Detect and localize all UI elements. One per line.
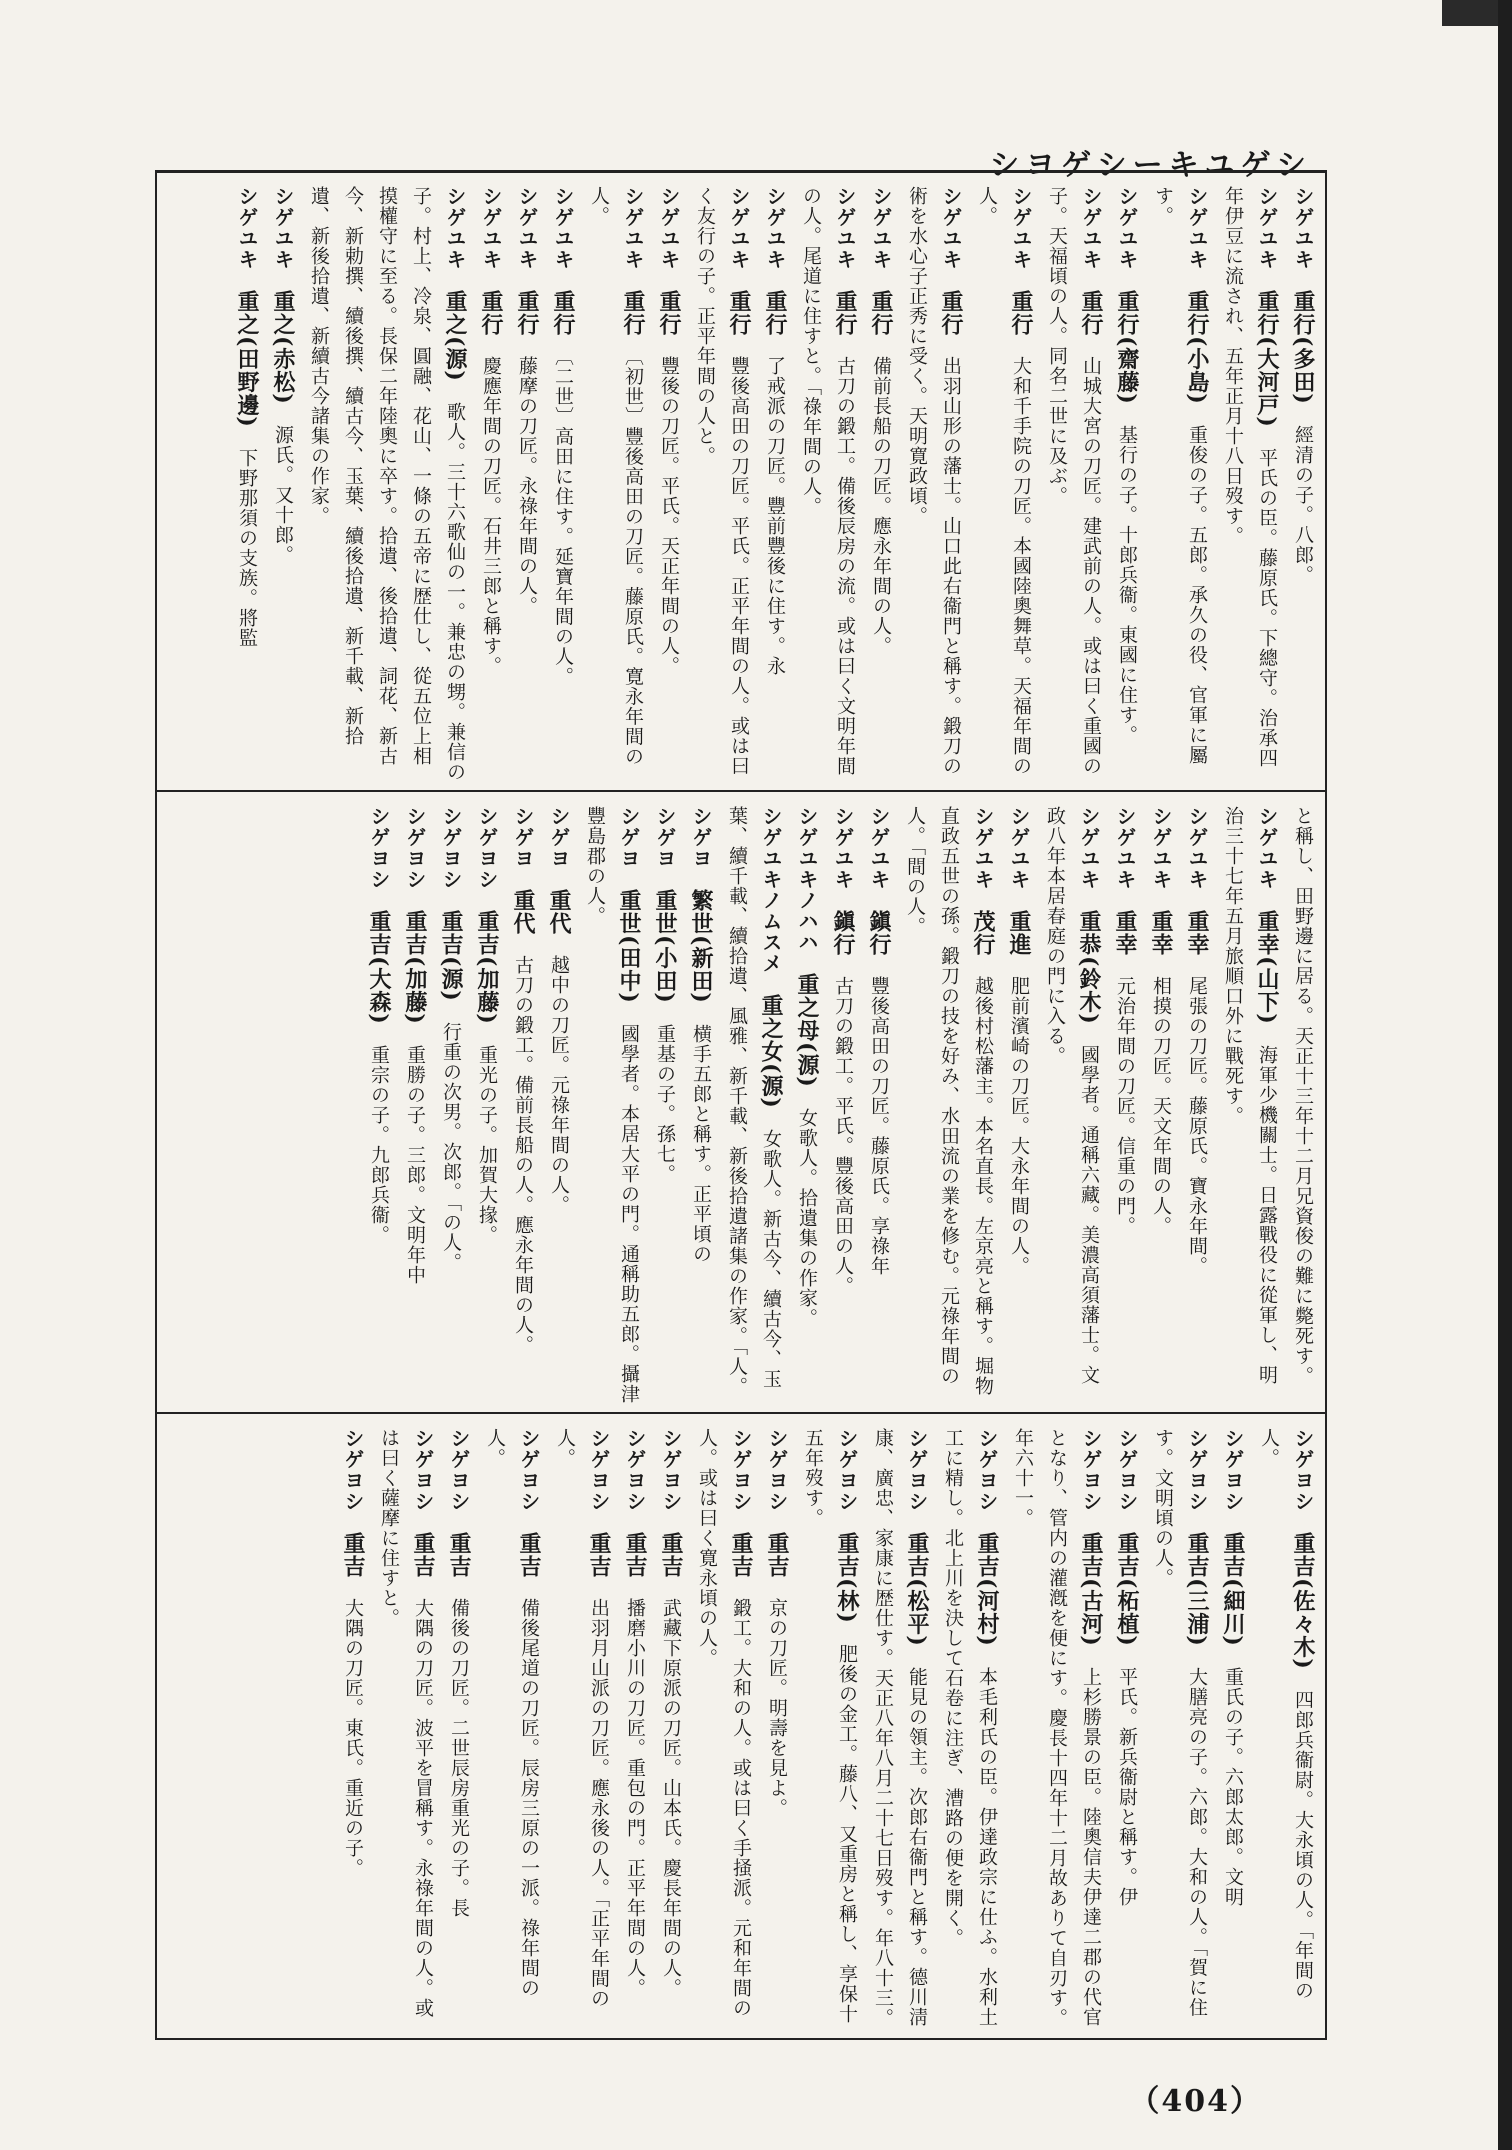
entry-definition: 平氏。新兵衞尉と稱す。伊 (1116, 1666, 1138, 1907)
entry-reading: シゲユキ (1149, 806, 1173, 890)
dictionary-entry (1108, 806, 1142, 1404)
dictionary-entry (1146, 1428, 1214, 2028)
entry-definition: 藤摩の刀匠。永祿年間の人。 (516, 356, 538, 616)
entry-definition: 行重の次男。次郎。「の人。 (440, 1021, 462, 1273)
dictionary-entry (796, 1428, 864, 2028)
entry-reading: シゲユキ (1255, 806, 1279, 890)
entry-headword: 重吉(三浦) (1184, 1532, 1210, 1647)
entry-reading: シゲユキ (621, 186, 645, 270)
entry-definition: 上杉勝景の臣。陸奧信夫伊達二郡の代官となり、管内の灌漑を便にす。慶長十四年十二月故ありて自刃す。年六十一。 (1012, 1428, 1102, 2028)
entry-definition: 女歌人。新古今、續古今、玉葉、續千載、續拾遺、風雅、新千載、新後拾遺諸集の作家。「人。 (726, 806, 782, 1397)
entry-definition: 播磨小川の刀匠。重包の門。正平年間の人。 (624, 1598, 646, 1998)
entry-definition: 鍛工。大和の人。或は曰く手掻派。元和年間の人。或は曰く寛永頃の人。 (696, 1428, 752, 2018)
entry-definition: 古刀の鍛工。備前長船の人。應永年間の人。 (512, 955, 534, 1355)
dictionary-entry (684, 806, 718, 1404)
entry-definition: 四郎兵衞尉。大永頃の人。「年間の人。 (1258, 1428, 1314, 2001)
entry-reading: シゲユキ (869, 186, 893, 270)
entry-reading: シゲユキ (833, 186, 857, 270)
dictionary-entry (866, 1428, 934, 2028)
entry-headword: 重幸 (1148, 910, 1174, 956)
entry-definition: 基行の子。十郎兵衞。東國に住す。 (1116, 424, 1138, 745)
entry-headword: 重吉(源) (438, 910, 464, 1002)
dictionary-entry (1006, 1428, 1108, 2028)
entry-reading: シゲヨシ (517, 1428, 541, 1512)
entry-reading: シゲユキノハハ (795, 806, 819, 953)
entry-headword: 重吉 (622, 1532, 648, 1578)
entry-reading: シゲヨシ (1079, 1428, 1103, 1512)
entry-headword: 重吉(古河) (1078, 1532, 1104, 1647)
dictionary-entry (582, 186, 650, 782)
entry-reading: シゲユキ (1009, 186, 1033, 270)
entry-headword: 鎭行 (866, 910, 892, 956)
dictionary-band-top (160, 186, 1320, 782)
entry-headword: 重吉 (410, 1532, 436, 1578)
entry-headword: 重進 (1006, 910, 1032, 956)
entry-reading: シゲユキ (1115, 186, 1139, 270)
dictionary-entry (864, 186, 898, 782)
entry-headword: 重恭(鈴木) (1076, 910, 1102, 1025)
entry-reading: シゲヨシ (341, 1428, 365, 1512)
dictionary-entry (1038, 806, 1106, 1404)
dictionary-entry (1110, 186, 1144, 782)
entry-reading: シゲヨ (617, 806, 641, 869)
entry-headword: 重行 (868, 290, 894, 336)
dictionary-entry (548, 1428, 616, 2028)
entry-reading: シゲヨシ (1291, 1428, 1315, 1512)
entry-reading: シゲユキ (479, 186, 503, 270)
entry-headword: 重吉(大森) (366, 910, 392, 1025)
entry-reading: シゲユキ (727, 186, 751, 270)
dictionary-entry (230, 186, 264, 782)
entry-reading: シゲユキ (235, 186, 259, 270)
entry-reading: シゲユキ (939, 186, 963, 270)
entry-definition: 武藏下原派の刀匠。山本氏。慶長年間の人。 (660, 1598, 682, 1998)
entry-headword: 重行(小島) (1184, 290, 1210, 405)
entry-definition: 大隅の刀匠。東氏。重近の子。 (342, 1598, 364, 1878)
entry-headword: 重吉 (764, 1532, 790, 1578)
entry-reading: シゲユキ (1007, 806, 1031, 890)
entry-headword: 重吉 (728, 1532, 754, 1578)
entry-definition: 重光の子。加賀大掾。 (476, 1044, 498, 1245)
dictionary-entry (900, 186, 968, 782)
entry-definition: 本毛利氏の臣。伊達政宗に仕ふ。水利土工に精し。北上川を決して石卷に注ぎ、漕路の便を開く。 (942, 1428, 998, 2027)
dictionary-entry (760, 1428, 794, 2028)
entry-reading: シゲヨシ (587, 1428, 611, 1512)
entry-reading: シゲユキ (867, 806, 891, 890)
dictionary-entry (936, 1428, 1004, 2028)
entry-definition: 備前長船の刀匠。應永年間の人。 (870, 356, 892, 656)
entry-headword: 重吉(加藤) (474, 910, 500, 1025)
entry-reading: シゲヨシ (1115, 1428, 1139, 1512)
entry-definition: 備後尾道の刀匠。辰房三原の一派。祿年間の人。 (484, 1428, 540, 1998)
entry-reading: シゲヨシ (475, 806, 499, 890)
entry-headword: 重行 (656, 290, 682, 336)
entry-headword: 鎭行 (830, 910, 856, 956)
entry-headword: 重吉(加藤) (402, 910, 428, 1025)
entry-reading: シゲヨシ (447, 1428, 471, 1512)
entry-headword: 重代 (510, 889, 536, 935)
entry-definition: と稱し、田野邊に居る。天正十三年十二月兄資俊の難に斃死す。 (1292, 806, 1314, 1386)
entry-reading: シゲヨシ (905, 1428, 929, 1512)
entry-definition: 〔初世〕豐後高田の刀匠。藤原氏。寛永年間の人。 (588, 186, 644, 767)
entry-reading: シゲユキ (657, 186, 681, 270)
entry-definition: 慶應年間の刀匠。石井三郎と稱す。 (480, 356, 502, 676)
entry-definition: 重俊の子。五郎。承久の役、官軍に屬す。 (1152, 186, 1208, 765)
entry-definition: 山城大宮の刀匠。建武前の人。或は曰く重國の子。天福頃の人。同名二世に及ぶ。 (1046, 186, 1102, 776)
entry-headword: 重世(小田) (652, 889, 678, 1004)
entry-definition: 重基の子。孫七。 (654, 1023, 676, 1184)
dictionary-entry (720, 806, 788, 1404)
dictionary-entry (1286, 806, 1320, 1404)
entry-definition: 〔二世〕高田に住す。延寶年間の人。 (552, 356, 574, 687)
entry-definition: 豐後高田の刀匠。藤原氏。享祿年 (868, 976, 890, 1276)
dictionary-entry (470, 806, 504, 1404)
dictionary-entry (336, 1428, 370, 2028)
entry-definition: 下野那須の支族。將監 (236, 447, 258, 648)
dictionary-entry (1040, 186, 1108, 782)
entry-definition: 大隅の刀匠。波平を冒稱す。永祿年間の人。或は曰く薩摩に住すと。 (378, 1428, 434, 2018)
dictionary-entry (652, 186, 686, 782)
entry-reading: シゲヨシ (623, 1428, 647, 1512)
entry-definition: 歌人。三十六歌仙の一。兼忠の甥。兼信の子。村上、冷泉、圓融、花山、一條の五帝に歴仕し、從五位上相摸權守に至る。長保二年陸奧に卒す。拾遺、後拾遺、詞花、新古今、新勅撰、續後撰、續古今、玉葉、續後拾遺、新千載、新拾遺、新後拾遺、新續古今諸集の作家。 (308, 186, 466, 782)
entry-headword: 重幸 (1112, 910, 1138, 956)
dictionary-band-middle (160, 806, 1320, 1404)
band-divider-2 (155, 1412, 1327, 1414)
dictionary-entry (398, 806, 432, 1404)
dictionary-entry (794, 186, 862, 782)
entry-headword: 重行 (726, 290, 752, 336)
dictionary-entry (1144, 806, 1178, 1404)
entry-headword: 重吉 (516, 1532, 542, 1578)
dictionary-entry (648, 806, 682, 1404)
entry-definition: 國學者。通稱六藏。美濃高須藩士。文政八年本居春庭の門に入る。 (1044, 806, 1100, 1385)
entry-headword: 重行 (938, 290, 964, 336)
entry-headword: 重幸 (1184, 910, 1210, 956)
entry-definition: 大膳亮の子。六郎。大和の人。「賀に住す。文明頃の人。 (1152, 1428, 1208, 2018)
entry-reading: シゲヨシ (975, 1428, 999, 1512)
entry-headword: 重行 (620, 290, 646, 336)
entry-definition: 元治年間の刀匠。信重の門。 (1114, 976, 1136, 1236)
entry-reading: シゲユキ (1185, 186, 1209, 270)
entry-definition: 重勝の子。三郎。文明年中 (404, 1044, 426, 1285)
entry-reading: シゲヨシ (659, 1428, 683, 1512)
dictionary-entry (1216, 186, 1284, 782)
entry-headword: 重之(源) (442, 290, 468, 382)
dictionary-entry (546, 186, 580, 782)
dictionary-entry (758, 186, 792, 782)
dictionary-entry (826, 806, 860, 1404)
dictionary-entry (266, 186, 300, 782)
entry-definition: 重氏の子。六郎太郎。文明 (1222, 1666, 1244, 1907)
entry-reading: シゲユキ (763, 186, 787, 270)
entry-reading: シゲユキ (831, 806, 855, 890)
dictionary-entry (510, 186, 544, 782)
entry-reading: シゲヨシ (729, 1428, 753, 1512)
band-divider-1 (155, 790, 1327, 792)
dictionary-entry (688, 186, 756, 782)
entry-definition: 尾張の刀匠。藤原氏。寶永年間。 (1186, 976, 1208, 1276)
entry-reading: シゲユキ (1255, 186, 1279, 270)
entry-definition: 平氏の臣。藤原氏。下總守。治承四年伊豆に流され、五年正月十八日歿す。 (1222, 186, 1278, 768)
entry-headword: 重之母(源) (794, 973, 820, 1088)
entry-headword: 繁世(新田) (688, 889, 714, 1004)
page-number: （404） (1129, 2084, 1262, 2119)
entry-headword: 重之(田野邊) (234, 290, 260, 428)
entry-definition: 豐後高田の刀匠。平氏。正平年間の人。或は曰く友行の子。正平年間の人と。 (694, 186, 750, 776)
entry-definition: 肥前濱崎の刀匠。大永年間の人。 (1008, 976, 1030, 1276)
entry-headword: 重行 (1008, 290, 1034, 336)
dictionary-entry (970, 186, 1038, 782)
entry-reading: シゲユキ (551, 186, 575, 270)
entry-definition: 出羽山形の藩士。山口此右衞門と稱す。鍛刀の術を水心子正秀に受く。天明寛政頃。 (906, 186, 962, 776)
dictionary-entry (790, 806, 824, 1404)
dictionary-entry (542, 806, 576, 1404)
entry-reading: シゲユキ (1291, 186, 1315, 270)
entry-reading: シゲユキ (971, 806, 995, 890)
entry-definition: 備後の刀匠。二世辰房重光の子。長 (448, 1598, 470, 1918)
dictionary-entry (898, 806, 1000, 1404)
entry-headword: 茂行 (970, 910, 996, 956)
entry-definition: 京の刀匠。明壽を見よ。 (766, 1598, 788, 1818)
dictionary-entry (1002, 806, 1036, 1404)
dictionary-entry (1286, 186, 1320, 782)
entry-definition: 横手五郎と稱す。正平頃の (690, 1023, 712, 1264)
dictionary-entry (862, 806, 896, 1404)
entry-reading: シゲヨシ (835, 1428, 859, 1512)
entry-reading: シゲヨシ (403, 806, 427, 890)
entry-headword: 重幸(山下) (1254, 910, 1280, 1025)
entry-reading: シゲヨ (547, 806, 571, 869)
entry-definition: 了戒派の刀匠。豐前豐後に住す。永 (764, 356, 786, 676)
entry-headword: 重行 (832, 290, 858, 336)
entry-definition: 古刀の鍛工。備後辰房の流。或は曰く文明年間の人。尾道に住すと。「祿年間の人。 (800, 186, 856, 776)
entry-reading: シゲヨシ (367, 806, 391, 890)
entry-headword: 重行 (1078, 290, 1104, 336)
entry-reading: シゲユキ (443, 186, 467, 270)
dictionary-entry (478, 1428, 546, 2028)
dictionary-entry (1216, 1428, 1250, 2028)
entry-definition: 大和千手院の刀匠。本國陸奧舞草。天福年間の人。 (976, 186, 1032, 776)
entry-reading: シゲユキ (1079, 186, 1103, 270)
dictionary-entry (1180, 806, 1214, 1404)
dictionary-entry (506, 806, 540, 1404)
dictionary-entry (302, 186, 472, 782)
page-edge-shadow (1498, 0, 1512, 2150)
entry-headword: 重吉(松平) (904, 1532, 930, 1647)
entry-definition: 重宗の子。九郎兵衞。 (368, 1044, 390, 1245)
entry-definition: 越中の刀匠。元祿年間の人。 (548, 955, 570, 1215)
entry-reading: シゲユキ (1185, 806, 1209, 890)
dictionary-entry (474, 186, 508, 782)
entry-headword: 重吉(河村) (974, 1532, 1000, 1647)
entry-headword: 重行(多田) (1290, 290, 1316, 405)
entry-definition: 源氏。又十郎。 (272, 424, 294, 565)
entry-definition: 豐後の刀匠。平氏。天正年間の人。 (658, 356, 680, 676)
entry-definition: 古刀の鍛工。平氏。豐後高田の人。 (832, 976, 854, 1296)
entry-headword: 重吉(佐々木) (1290, 1532, 1316, 1670)
entry-headword: 重行 (478, 290, 504, 336)
entry-reading: シゲヨシ (439, 806, 463, 890)
entry-headword: 重吉 (586, 1532, 612, 1578)
entry-headword: 重之(赤松) (270, 290, 296, 405)
entry-definition: 能見の領主。次郎右衞門と稱す。德川淸康、廣忠、家康に歴仕す。天正八年八月二十七日歿す。年八十三。 (872, 1428, 928, 2028)
entry-definition: 越後村松藩主。本名直長。左京亮と稱す。堀物直政五世の孫。鍛刀の技を好み、水田流の業を修む。元祿年間の人。「間の人。 (904, 806, 994, 1396)
entry-headword: 重吉 (340, 1532, 366, 1578)
entry-reading: シゲヨ (689, 806, 713, 869)
entry-headword: 重行 (514, 290, 540, 336)
entry-reading: シゲヨシ (1185, 1428, 1209, 1512)
dictionary-entry (1252, 1428, 1320, 2028)
entry-definition: 肥後の金工。藤八、又重房と稱し、享保十五年歿す。 (802, 1428, 858, 2024)
entry-definition: 女歌人。拾遺集の作家。 (796, 1107, 818, 1328)
entry-reading: シゲユキ (1113, 806, 1137, 890)
entry-headword: 重世(田中) (616, 889, 642, 1004)
entry-headword: 重吉 (658, 1532, 684, 1578)
dictionary-entry (1146, 186, 1214, 782)
entry-headword: 重吉 (446, 1532, 472, 1578)
dictionary-entry (654, 1428, 688, 2028)
entry-headword: 重行(大河戸) (1254, 290, 1280, 428)
entry-headword: 重行(齋藤) (1114, 290, 1140, 405)
entry-reading: シゲヨシ (411, 1428, 435, 1512)
entry-definition: 國學者。本居大平の門。通稱助五郎。攝津豐島郡の人。 (584, 806, 640, 1404)
dictionary-entry (362, 806, 396, 1404)
dictionary-band-bottom (160, 1428, 1320, 2028)
dictionary-entry (1110, 1428, 1144, 2028)
dictionary-entry (1216, 806, 1284, 1404)
dictionary-entry (372, 1428, 440, 2028)
dictionary-entry (618, 1428, 652, 2028)
entry-reading: シゲヨ (653, 806, 677, 869)
entry-headword: 重吉(林) (834, 1532, 860, 1624)
dictionary-entry (578, 806, 646, 1404)
dictionary-entry (442, 1428, 476, 2028)
entry-reading: シゲユキ (271, 186, 295, 270)
entry-headword: 重吉(柘植) (1114, 1532, 1140, 1647)
entry-definition: 經清の子。八郎。 (1292, 424, 1314, 585)
entry-reading: シゲユキ (1077, 806, 1101, 890)
entry-reading: シゲヨ (511, 806, 535, 869)
entry-reading: シゲユキ (515, 186, 539, 270)
entry-reading: シゲヨシ (765, 1428, 789, 1512)
entry-headword: 重之女(源) (758, 994, 784, 1109)
entry-reading: シゲヨシ (1221, 1428, 1245, 1512)
entry-definition: 出羽月山派の刀匠。應永後の人。「正平年間の人。 (554, 1428, 610, 2009)
dictionary-entry (434, 806, 468, 1404)
running-header: シヨゲシーキユゲシ (989, 148, 1312, 183)
entry-headword: 重吉(細川) (1220, 1532, 1246, 1647)
entry-headword: 重行 (762, 290, 788, 336)
entry-headword: 重代 (546, 889, 572, 935)
dictionary-entry (690, 1428, 758, 2028)
entry-headword: 重行 (550, 290, 576, 336)
entry-reading: シゲユキノムスメ (759, 806, 783, 974)
entry-definition: 海軍少機關士。日露戰役に從軍し、明治三十七年五月旅順口外に戰死す。 (1222, 806, 1278, 1385)
entry-definition: 相摸の刀匠。天文年間の人。 (1150, 976, 1172, 1236)
